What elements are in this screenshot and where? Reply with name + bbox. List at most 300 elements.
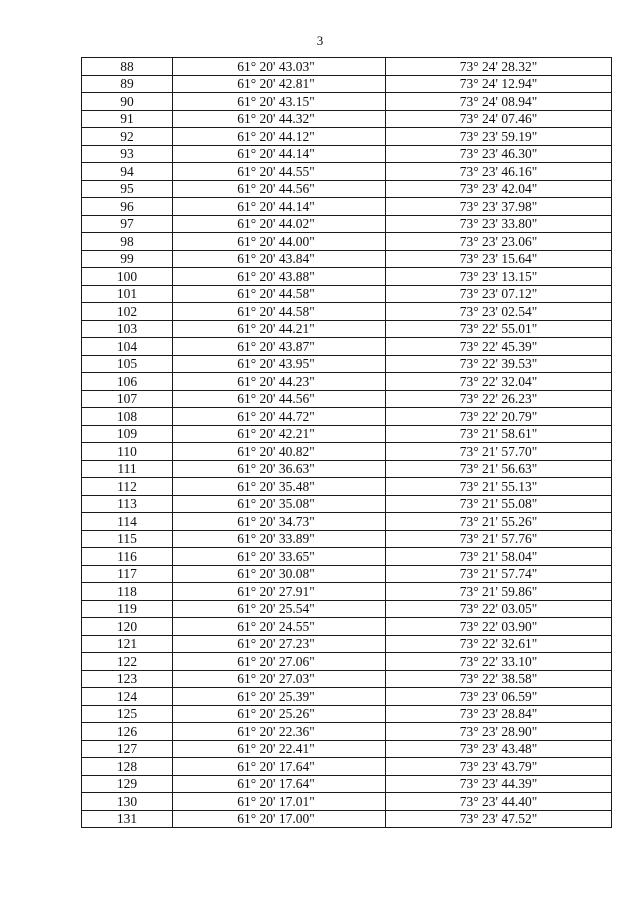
latitude-cell xyxy=(173,93,386,111)
point-number-cell-text: 88 xyxy=(120,58,134,74)
longitude-cell-text: 73° 23' 46.30" xyxy=(459,146,538,162)
latitude-cell-text: 61° 20' 17.64" xyxy=(237,776,315,792)
point-number-cell xyxy=(82,58,173,76)
longitude-cell-text: 73° 24' 08.94" xyxy=(459,93,538,109)
longitude-cell xyxy=(386,705,612,723)
latitude-cell xyxy=(173,565,386,583)
longitude-cell-text: 73° 23' 44.39" xyxy=(459,776,538,792)
longitude-cell-text: 73° 21' 57.74" xyxy=(459,566,538,582)
point-number-cell-text: 93 xyxy=(120,146,134,162)
latitude-cell xyxy=(173,110,386,128)
point-number-cell-text: 108 xyxy=(116,408,138,424)
longitude-cell xyxy=(386,390,612,408)
longitude-cell xyxy=(386,250,612,268)
latitude-cell-text: 61° 20' 25.54" xyxy=(237,601,315,617)
table-row xyxy=(82,583,612,601)
latitude-cell xyxy=(173,128,386,146)
latitude-cell-text: 61° 20' 30.08" xyxy=(237,566,315,582)
point-number-cell-text: 127 xyxy=(116,741,138,757)
latitude-cell-text: 61° 20' 43.84" xyxy=(237,251,315,267)
latitude-cell-text: 61° 20' 44.14" xyxy=(237,146,315,162)
latitude-cell xyxy=(173,250,386,268)
point-number-cell-text: 107 xyxy=(116,391,138,407)
longitude-cell xyxy=(386,758,612,776)
longitude-cell xyxy=(386,513,612,531)
coordinates-table xyxy=(81,57,612,828)
point-number-cell-text: 90 xyxy=(120,93,134,109)
point-number-cell-text: 100 xyxy=(116,268,138,284)
latitude-cell xyxy=(173,600,386,618)
latitude-cell xyxy=(173,355,386,373)
latitude-cell xyxy=(173,513,386,531)
point-number-cell xyxy=(82,600,173,618)
point-number-cell xyxy=(82,373,173,391)
point-number-cell xyxy=(82,670,173,688)
point-number-cell xyxy=(82,93,173,111)
longitude-cell-text: 73° 21' 59.86" xyxy=(459,583,538,599)
latitude-cell-text: 61° 20' 44.72" xyxy=(237,408,315,424)
point-number-cell-text: 105 xyxy=(116,356,138,372)
latitude-cell xyxy=(173,58,386,76)
latitude-cell xyxy=(173,285,386,303)
latitude-cell xyxy=(173,495,386,513)
longitude-cell-text: 73° 23' 47.52" xyxy=(459,811,538,827)
point-number-cell xyxy=(82,198,173,216)
longitude-cell xyxy=(386,530,612,548)
latitude-cell xyxy=(173,75,386,93)
point-number-cell xyxy=(82,163,173,181)
longitude-cell xyxy=(386,233,612,251)
table-row xyxy=(82,635,612,653)
latitude-cell-text: 61° 20' 33.89" xyxy=(237,531,315,547)
point-number-cell-text: 110 xyxy=(117,443,137,459)
longitude-cell xyxy=(386,635,612,653)
table-row xyxy=(82,373,612,391)
latitude-cell xyxy=(173,758,386,776)
latitude-cell xyxy=(173,320,386,338)
latitude-cell-text: 61° 20' 44.58" xyxy=(237,303,315,319)
longitude-cell-text: 73° 24' 07.46" xyxy=(459,111,538,127)
longitude-cell xyxy=(386,425,612,443)
longitude-cell xyxy=(386,180,612,198)
point-number-cell-text: 89 xyxy=(120,76,134,92)
point-number-cell-text: 109 xyxy=(116,426,138,442)
longitude-cell xyxy=(386,110,612,128)
latitude-cell-text: 61° 20' 44.12" xyxy=(237,128,315,144)
latitude-cell-text: 61° 20' 44.02" xyxy=(237,216,315,232)
latitude-cell-text: 61° 20' 44.58" xyxy=(237,286,315,302)
longitude-cell xyxy=(386,548,612,566)
latitude-cell-text: 61° 20' 27.91" xyxy=(237,583,315,599)
table-row xyxy=(82,215,612,233)
point-number-cell-text: 126 xyxy=(116,723,138,739)
point-number-cell xyxy=(82,723,173,741)
table-row xyxy=(82,530,612,548)
latitude-cell-text: 61° 20' 36.63" xyxy=(237,461,315,477)
point-number-cell xyxy=(82,180,173,198)
table-row xyxy=(82,250,612,268)
table-row xyxy=(82,268,612,286)
longitude-cell xyxy=(386,303,612,321)
table-row xyxy=(82,198,612,216)
table-row xyxy=(82,705,612,723)
latitude-cell-text: 61° 20' 27.23" xyxy=(237,636,315,652)
latitude-cell xyxy=(173,548,386,566)
longitude-cell-text: 73° 22' 38.58" xyxy=(459,671,538,687)
longitude-cell xyxy=(386,355,612,373)
point-number-cell-text: 115 xyxy=(117,531,137,547)
latitude-cell-text: 61° 20' 44.21" xyxy=(237,321,315,337)
point-number-cell xyxy=(82,355,173,373)
longitude-cell xyxy=(386,443,612,461)
latitude-cell xyxy=(173,583,386,601)
longitude-cell xyxy=(386,810,612,828)
point-number-cell-text: 125 xyxy=(116,706,138,722)
latitude-cell-text: 61° 20' 44.32" xyxy=(237,111,315,127)
table-row xyxy=(82,618,612,636)
latitude-cell-text: 61° 20' 44.55" xyxy=(237,163,315,179)
point-number-cell xyxy=(82,758,173,776)
latitude-cell-text: 61° 20' 17.64" xyxy=(237,758,315,774)
page-number: 3 xyxy=(316,33,324,48)
latitude-cell xyxy=(173,635,386,653)
point-number-cell-text: 121 xyxy=(116,636,138,652)
latitude-cell-text: 61° 20' 24.55" xyxy=(237,618,315,634)
point-number-cell-text: 117 xyxy=(117,566,137,582)
latitude-cell xyxy=(173,723,386,741)
longitude-cell xyxy=(386,75,612,93)
coordinates-table-body xyxy=(82,58,612,828)
point-number-cell-text: 101 xyxy=(116,286,138,302)
longitude-cell-text: 73° 22' 55.01" xyxy=(459,321,538,337)
table-row xyxy=(82,285,612,303)
longitude-cell-text: 73° 23' 59.19" xyxy=(459,128,538,144)
point-number-cell-text: 94 xyxy=(120,163,134,179)
longitude-cell-text: 73° 23' 33.80" xyxy=(459,216,538,232)
longitude-cell xyxy=(386,600,612,618)
table-row xyxy=(82,653,612,671)
point-number-cell xyxy=(82,320,173,338)
longitude-cell-text: 73° 23' 46.16" xyxy=(459,163,538,179)
latitude-cell xyxy=(173,688,386,706)
latitude-cell xyxy=(173,145,386,163)
point-number-cell-text: 102 xyxy=(116,303,138,319)
table-row xyxy=(82,163,612,181)
point-number-cell xyxy=(82,495,173,513)
point-number-cell xyxy=(82,443,173,461)
point-number-cell-text: 92 xyxy=(120,128,134,144)
latitude-cell-text: 61° 20' 17.00" xyxy=(237,811,315,827)
latitude-cell xyxy=(173,215,386,233)
latitude-cell-text: 61° 20' 44.56" xyxy=(237,181,315,197)
latitude-cell-text: 61° 20' 42.81" xyxy=(237,76,315,92)
longitude-cell xyxy=(386,408,612,426)
point-number-cell xyxy=(82,128,173,146)
latitude-cell xyxy=(173,303,386,321)
table-row xyxy=(82,390,612,408)
table-row xyxy=(82,600,612,618)
latitude-cell xyxy=(173,793,386,811)
point-number-cell xyxy=(82,75,173,93)
longitude-cell-text: 73° 21' 58.61" xyxy=(459,426,538,442)
point-number-cell-text: 106 xyxy=(116,373,138,389)
point-number-cell xyxy=(82,303,173,321)
table-row xyxy=(82,110,612,128)
longitude-cell-text: 73° 21' 56.63" xyxy=(459,461,538,477)
point-number-cell xyxy=(82,215,173,233)
longitude-cell-text: 73° 23' 15.64" xyxy=(459,251,538,267)
longitude-cell xyxy=(386,460,612,478)
longitude-cell xyxy=(386,145,612,163)
point-number-cell xyxy=(82,513,173,531)
latitude-cell xyxy=(173,740,386,758)
point-number-cell-text: 130 xyxy=(116,793,138,809)
point-number-cell xyxy=(82,548,173,566)
point-number-cell xyxy=(82,145,173,163)
latitude-cell xyxy=(173,653,386,671)
latitude-cell xyxy=(173,390,386,408)
point-number-cell xyxy=(82,653,173,671)
longitude-cell-text: 73° 23' 43.79" xyxy=(459,758,538,774)
latitude-cell xyxy=(173,705,386,723)
latitude-cell-text: 61° 20' 44.23" xyxy=(237,373,315,389)
table-row xyxy=(82,75,612,93)
point-number-cell-text: 128 xyxy=(116,758,138,774)
longitude-cell xyxy=(386,775,612,793)
longitude-cell xyxy=(386,163,612,181)
table-row xyxy=(82,775,612,793)
longitude-cell-text: 73° 21' 57.76" xyxy=(459,531,538,547)
point-number-cell-text: 122 xyxy=(116,653,138,669)
latitude-cell xyxy=(173,670,386,688)
longitude-cell-text: 73° 24' 12.94" xyxy=(459,76,538,92)
longitude-cell-text: 73° 23' 44.40" xyxy=(459,793,538,809)
table-row xyxy=(82,320,612,338)
table-row xyxy=(82,58,612,76)
latitude-cell xyxy=(173,425,386,443)
point-number-cell xyxy=(82,530,173,548)
point-number-cell-text: 124 xyxy=(116,688,138,704)
longitude-cell xyxy=(386,583,612,601)
point-number-cell xyxy=(82,618,173,636)
point-number-cell xyxy=(82,775,173,793)
table-row xyxy=(82,93,612,111)
latitude-cell-text: 61° 20' 35.48" xyxy=(237,478,315,494)
longitude-cell xyxy=(386,373,612,391)
longitude-cell-text: 73° 22' 20.79" xyxy=(459,408,538,424)
point-number-cell xyxy=(82,810,173,828)
latitude-cell-text: 61° 20' 35.08" xyxy=(237,496,315,512)
longitude-cell xyxy=(386,93,612,111)
point-number-cell-text: 129 xyxy=(116,776,138,792)
latitude-cell-text: 61° 20' 44.56" xyxy=(237,391,315,407)
table-row xyxy=(82,723,612,741)
longitude-cell-text: 73° 23' 42.04" xyxy=(459,181,538,197)
longitude-cell xyxy=(386,793,612,811)
latitude-cell-text: 61° 20' 43.88" xyxy=(237,268,315,284)
longitude-cell-text: 73° 23' 07.12" xyxy=(459,286,538,302)
point-number-cell-text: 111 xyxy=(117,461,137,477)
point-number-cell-text: 95 xyxy=(120,181,134,197)
latitude-cell xyxy=(173,268,386,286)
point-number-cell-text: 113 xyxy=(117,496,137,512)
table-row xyxy=(82,303,612,321)
latitude-cell xyxy=(173,233,386,251)
latitude-cell-text: 61° 20' 43.03" xyxy=(237,58,315,74)
table-row xyxy=(82,810,612,828)
table-row xyxy=(82,565,612,583)
latitude-cell-text: 61° 20' 44.00" xyxy=(237,233,315,249)
latitude-cell xyxy=(173,163,386,181)
table-row xyxy=(82,128,612,146)
point-number-cell xyxy=(82,425,173,443)
point-number-cell xyxy=(82,635,173,653)
longitude-cell-text: 73° 22' 03.05" xyxy=(459,601,538,617)
longitude-cell xyxy=(386,670,612,688)
latitude-cell-text: 61° 20' 34.73" xyxy=(237,513,315,529)
latitude-cell xyxy=(173,443,386,461)
point-number-cell-text: 99 xyxy=(120,251,134,267)
longitude-cell-text: 73° 23' 23.06" xyxy=(459,233,538,249)
latitude-cell-text: 61° 20' 25.39" xyxy=(237,688,315,704)
longitude-cell-text: 73° 21' 57.70" xyxy=(459,443,538,459)
latitude-cell-text: 61° 20' 44.14" xyxy=(237,198,315,214)
point-number-cell xyxy=(82,688,173,706)
latitude-cell xyxy=(173,618,386,636)
point-number-cell-text: 91 xyxy=(120,111,134,127)
longitude-cell-text: 73° 21' 55.13" xyxy=(459,478,538,494)
point-number-cell xyxy=(82,705,173,723)
latitude-cell xyxy=(173,198,386,216)
point-number-cell xyxy=(82,565,173,583)
point-number-cell xyxy=(82,408,173,426)
longitude-cell xyxy=(386,320,612,338)
latitude-cell-text: 61° 20' 40.82" xyxy=(237,443,315,459)
latitude-cell xyxy=(173,810,386,828)
point-number-cell xyxy=(82,583,173,601)
table-row xyxy=(82,355,612,373)
longitude-cell-text: 73° 23' 13.15" xyxy=(459,268,538,284)
point-number-cell xyxy=(82,233,173,251)
point-number-cell-text: 103 xyxy=(116,321,138,337)
longitude-cell-text: 73° 23' 06.59" xyxy=(459,688,538,704)
table-row xyxy=(82,338,612,356)
latitude-cell-text: 61° 20' 17.01" xyxy=(237,793,315,809)
point-number-cell-text: 98 xyxy=(120,233,134,249)
latitude-cell-text: 61° 20' 22.36" xyxy=(237,723,315,739)
point-number-cell-text: 119 xyxy=(117,601,137,617)
latitude-cell xyxy=(173,775,386,793)
point-number-cell-text: 116 xyxy=(117,548,137,564)
point-number-cell xyxy=(82,110,173,128)
latitude-cell xyxy=(173,408,386,426)
latitude-cell-text: 61° 20' 27.06" xyxy=(237,653,315,669)
latitude-cell xyxy=(173,373,386,391)
point-number-cell xyxy=(82,250,173,268)
longitude-cell xyxy=(386,688,612,706)
latitude-cell xyxy=(173,338,386,356)
table-row xyxy=(82,793,612,811)
table-row xyxy=(82,478,612,496)
longitude-cell-text: 73° 21' 55.08" xyxy=(459,496,538,512)
latitude-cell-text: 61° 20' 43.87" xyxy=(237,338,315,354)
latitude-cell-text: 61° 20' 42.21" xyxy=(237,426,315,442)
longitude-cell-text: 73° 22' 32.61" xyxy=(459,636,538,652)
table-row xyxy=(82,740,612,758)
point-number-cell xyxy=(82,338,173,356)
table-row xyxy=(82,145,612,163)
point-number-cell-text: 96 xyxy=(120,198,134,214)
longitude-cell xyxy=(386,723,612,741)
longitude-cell xyxy=(386,128,612,146)
latitude-cell-text: 61° 20' 33.65" xyxy=(237,548,315,564)
longitude-cell xyxy=(386,478,612,496)
latitude-cell xyxy=(173,478,386,496)
point-number-cell xyxy=(82,268,173,286)
longitude-cell xyxy=(386,618,612,636)
point-number-cell-text: 104 xyxy=(116,338,138,354)
latitude-cell-text: 61° 20' 25.26" xyxy=(237,706,315,722)
latitude-cell-text: 61° 20' 27.03" xyxy=(237,671,315,687)
table-row xyxy=(82,495,612,513)
table-row xyxy=(82,233,612,251)
latitude-cell-text: 61° 20' 43.15" xyxy=(237,93,315,109)
longitude-cell-text: 73° 21' 55.26" xyxy=(459,513,538,529)
longitude-cell-text: 73° 21' 58.04" xyxy=(459,548,538,564)
longitude-cell xyxy=(386,285,612,303)
longitude-cell-text: 73° 23' 02.54" xyxy=(459,303,538,319)
longitude-cell-text: 73° 24' 28.32" xyxy=(459,58,538,74)
point-number-cell-text: 118 xyxy=(117,583,137,599)
longitude-cell xyxy=(386,215,612,233)
point-number-cell-text: 123 xyxy=(116,671,138,687)
longitude-cell xyxy=(386,338,612,356)
longitude-cell-text: 73° 22' 39.53" xyxy=(459,356,538,372)
point-number-cell xyxy=(82,285,173,303)
longitude-cell-text: 73° 22' 26.23" xyxy=(459,391,538,407)
point-number-cell-text: 97 xyxy=(120,216,134,232)
latitude-cell xyxy=(173,460,386,478)
table-row xyxy=(82,460,612,478)
table-row xyxy=(82,688,612,706)
longitude-cell xyxy=(386,268,612,286)
longitude-cell-text: 73° 23' 37.98" xyxy=(459,198,538,214)
longitude-cell xyxy=(386,740,612,758)
point-number-cell-text: 114 xyxy=(117,513,137,529)
longitude-cell-text: 73° 22' 32.04" xyxy=(459,373,538,389)
table-row xyxy=(82,443,612,461)
longitude-cell-text: 73° 23' 43.48" xyxy=(459,741,538,757)
latitude-cell-text: 61° 20' 22.41" xyxy=(237,741,315,757)
longitude-cell-text: 73° 23' 28.84" xyxy=(459,706,538,722)
point-number-cell-text: 120 xyxy=(116,618,138,634)
latitude-cell xyxy=(173,180,386,198)
longitude-cell xyxy=(386,653,612,671)
table-row xyxy=(82,548,612,566)
longitude-cell xyxy=(386,565,612,583)
longitude-cell-text: 73° 22' 03.90" xyxy=(459,618,538,634)
table-row xyxy=(82,425,612,443)
longitude-cell-text: 73° 23' 28.90" xyxy=(459,723,538,739)
point-number-cell xyxy=(82,390,173,408)
table-row xyxy=(82,513,612,531)
latitude-cell-text: 61° 20' 43.95" xyxy=(237,356,315,372)
table-row xyxy=(82,670,612,688)
point-number-cell-text: 131 xyxy=(116,811,138,827)
longitude-cell xyxy=(386,58,612,76)
point-number-cell xyxy=(82,460,173,478)
longitude-cell xyxy=(386,198,612,216)
